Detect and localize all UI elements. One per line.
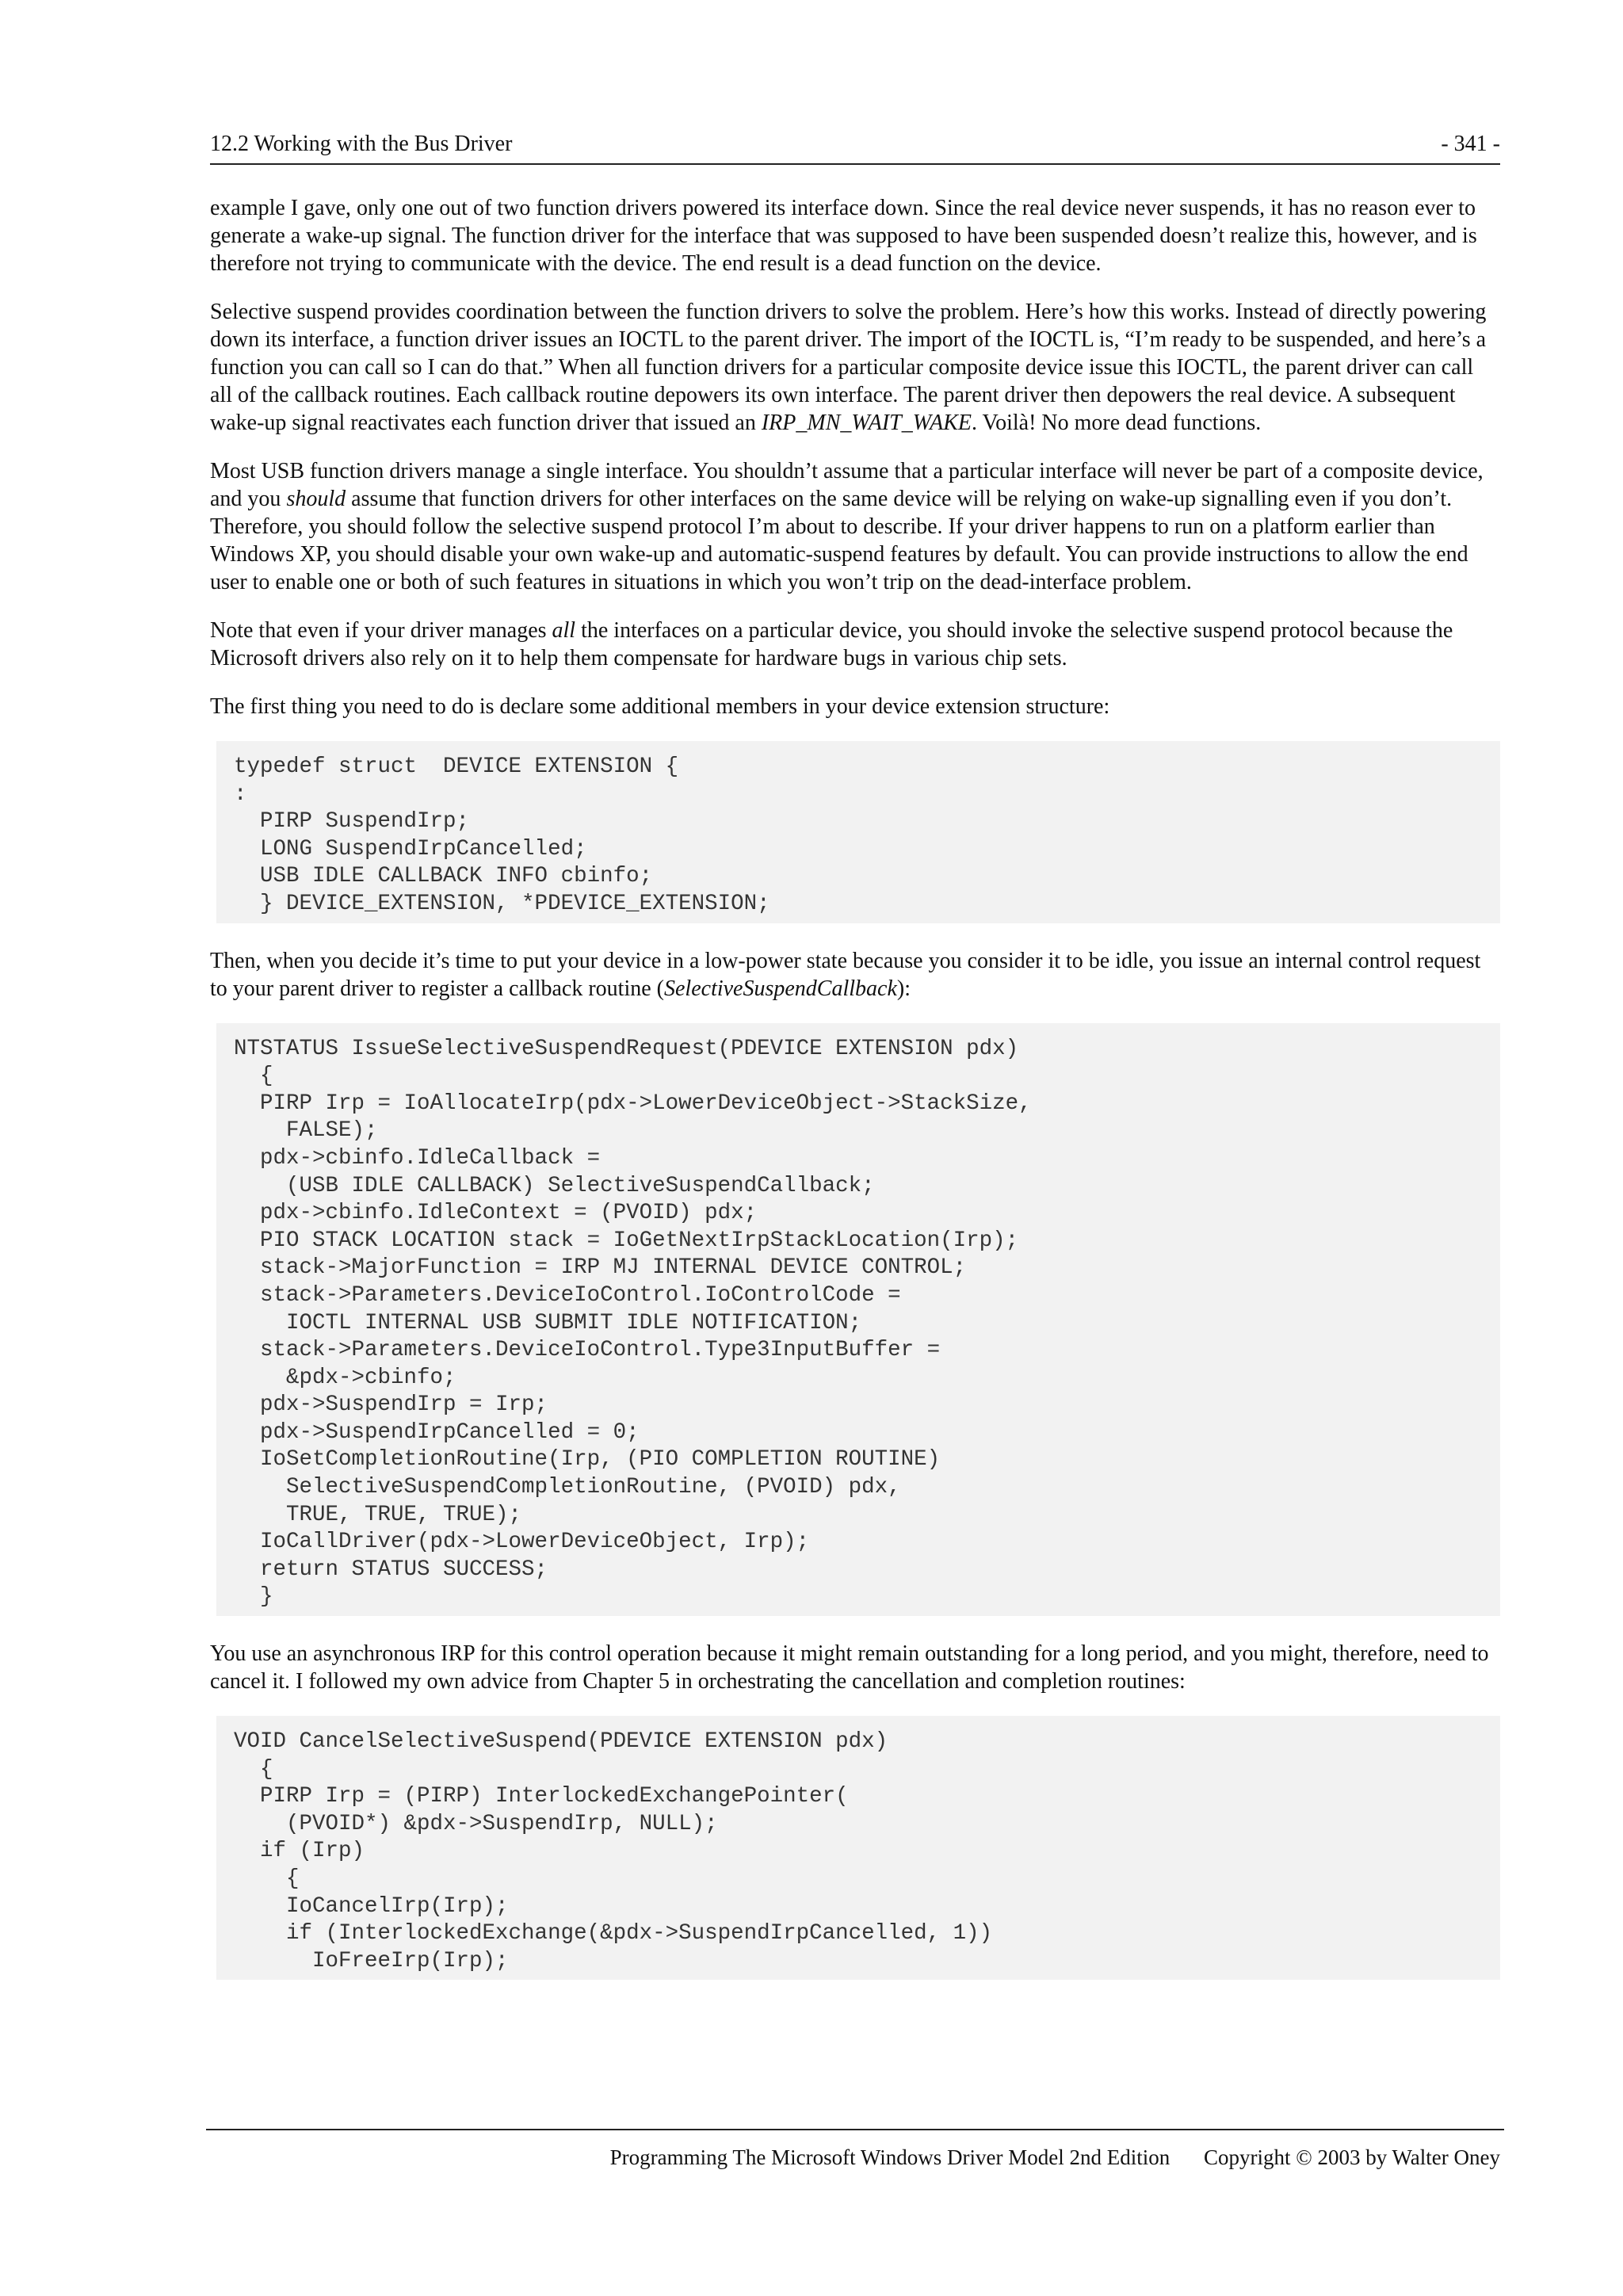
copyright-notice: Copyright © 2003 by Walter Oney: [1203, 2145, 1500, 2169]
paragraph-3: Most USB function drivers manage a single interface. You shouldn’t assume that a particular interface will never be part of a composite device, and you should assume that function drivers for other interfaces on the same device will be relying on wake-up signalling even if you don’t. Therefore, you should follow the selective suspend protocol I’m about to describe. If your driver happens to run on a platform earlier than Windows XP, you should disable your own wake-up and automatic-suspend features by default. You can provide instructions to allow the end user to enable one or both of such features in situations in which you won’t trip on the dead-interface problem.: [210, 459, 1484, 594]
paragraph-1: example I gave, only one out of two function drivers powered its interface down. Since the real device never suspends, it has no reason ever to generate a wake-up signal. The function driver for the interface that was supposed to have been suspended doesn’t realize this, however, and is therefore not trying to communicate with the device. The end result is a dead function on the device.: [210, 196, 1477, 276]
emphasis-all: all: [552, 618, 576, 643]
book-title: Programming The Microsoft Windows Driver Model 2nd Edition: [609, 2145, 1170, 2169]
code-block-issue-request: NTSTATUS IssueSelectiveSuspendRequest(PDEVICE EXTENSION pdx) { PIRP Irp = IoAllocateIrp(pdx->LowerDeviceObject->StackSize, FALSE); pdx->cbinfo.IdleCallback = (USB IDLE CALLBACK) SelectiveSuspendCallback; pdx->cbinfo.IdleContext = (PVOID) pdx; PIO STACK LOCATION stack = IoGetNextIrpStackLocation(Irp); stack->MajorFunction = IRP MJ INTERNAL DEVICE CONTROL; stack->Parameters.DeviceIoControl.IoControlCode = IOCTL INTERNAL USB SUBMIT IDLE NOTIFICATION; stack->Parameters.DeviceIoControl.Type3InputBuffer = &pdx->cbinfo; pdx->SuspendIrp = Irp; pdx->SuspendIrpCancelled = 0; IoSetCompletionRoutine(Irp, (PIO COMPLETION ROUTINE) SelectiveSuspendCompletionRoutine, (PVOID) pdx, TRUE, TRUE, TRUE); IoCallDriver(pdx->LowerDeviceObject, Irp); return STATUS SUCCESS; }: [216, 1023, 1500, 1616]
callback-name: SelectiveSuspendCallback: [664, 976, 897, 1001]
running-header: [210, 132, 1500, 165]
page-number: - 341 -: [1441, 132, 1500, 156]
code-block-cancel-suspend: VOID CancelSelectiveSuspend(PDEVICE EXTENSION pdx) { PIRP Irp = (PIRP) InterlockedExchangePointer( (PVOID*) &pdx->SuspendIrp, NULL); if (Irp) { IoCancelIrp(Irp); if (InterlockedExchange(&pdx->SuspendIrpCancelled, 1)) IoFreeIrp(Irp);: [216, 1716, 1500, 1980]
emphasis-should: should: [286, 487, 346, 511]
paragraph-7: You use an asynchronous IRP for this control operation because it might remain outstanding for a long period, and you might, therefore, need to cancel it. I followed my own advice from Chapter 5 in orchestrating the cancellation and completion routines:: [210, 1641, 1489, 1694]
running-footer: [582, 2145, 1500, 2170]
paragraph-5: The first thing you need to do is declare some additional members in your device extension structure:: [210, 694, 1110, 719]
paragraph-4: Note that even if your driver manages all the interfaces on a particular device, you should invoke the selective suspend protocol because the Microsoft drivers also rely on it to help them compensate for hardware bugs in various chip sets.: [210, 618, 1453, 670]
paragraph-2: Selective suspend provides coordination between the function drivers to solve the problem. Here’s how this works. Instead of directly powering down its interface, a function driver issues an IOCTL to the parent driver. The import of the IOCTL is, “I’m ready to be suspended, and here’s a function you can call so I can do that.” When all function drivers for a particular composite device issue this IOCTL, the parent driver can call all of the callback routines. Each callback routine depowers its own interface. The parent driver then depowers the real device. A subsequent wake-up signal reactivates each function driver that issued an IRP_MN_WAIT_WAKE. Voilà! No more dead functions.: [210, 300, 1487, 435]
section-title: 12.2 Working with the Bus Driver: [210, 132, 513, 156]
irp-wait-wake-term: IRP_MN_WAIT_WAKE: [761, 411, 972, 435]
code-block-device-extension: typedef struct DEVICE EXTENSION { : PIRP SuspendIrp; LONG SuspendIrpCancelled; USB IDLE CALLBACK INFO cbinfo; } DEVICE_EXTENSION, *PDEVICE_EXTENSION;: [216, 741, 1500, 923]
footer-divider: [206, 2129, 1504, 2130]
body-content: [210, 194, 1500, 2004]
paragraph-6: Then, when you decide it’s time to put your device in a low-power state because you consider it to be idle, you issue an internal control request to your parent driver to register a callback routine (SelectiveSuspendCallback):: [210, 948, 1481, 1001]
